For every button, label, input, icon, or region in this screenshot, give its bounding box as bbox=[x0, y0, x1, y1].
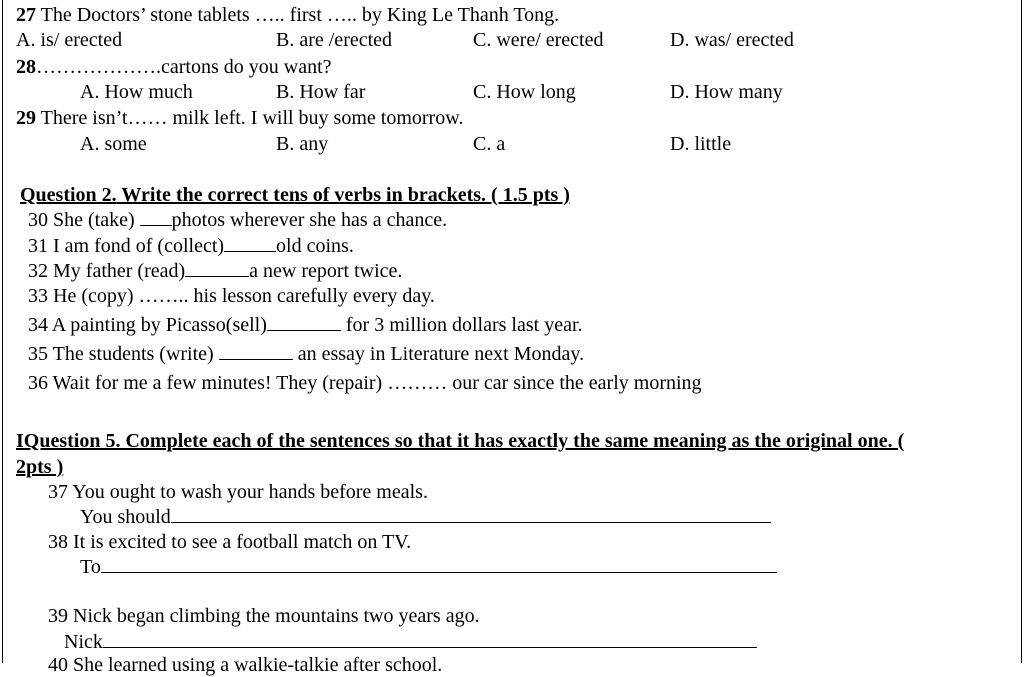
sentence-start: 32 My father (read) bbox=[28, 260, 186, 282]
question-33 bbox=[28, 284, 435, 308]
q29-option-a: A. some bbox=[80, 133, 147, 155]
question-31 bbox=[28, 234, 354, 258]
question-39-prompt: 39 Nick began climbing the mountains two years ago. bbox=[48, 605, 480, 627]
answer-blank[interactable] bbox=[224, 235, 276, 252]
sentence-text: 36 Wait for me a few minutes! They (repair) ……… our car since the early morning bbox=[28, 372, 702, 394]
question-36 bbox=[28, 371, 702, 395]
sentence-start: 30 She (take) bbox=[28, 209, 140, 231]
answer-blank[interactable] bbox=[171, 506, 771, 523]
q27-option-c: C. were/ erected bbox=[473, 29, 604, 51]
answer-blank[interactable] bbox=[219, 343, 293, 360]
answer-blank[interactable] bbox=[185, 260, 249, 277]
answer-blank[interactable] bbox=[103, 631, 757, 648]
section-label: Question 2. bbox=[20, 184, 117, 206]
question-30 bbox=[28, 208, 447, 232]
sentence-end: old coins. bbox=[276, 235, 354, 257]
sentence-end: a new report twice. bbox=[249, 260, 403, 282]
sentence-end: photos wherever she has a chance. bbox=[171, 209, 448, 231]
sentence-text: 33 He (copy) …….. his lesson carefully every day. bbox=[28, 285, 435, 307]
q28-option-a: A. How much bbox=[80, 81, 193, 103]
sentence-start: Nick bbox=[64, 631, 103, 653]
section-heading-question-5-points: 2pts ) bbox=[16, 456, 64, 478]
q28-option-b: B. How far bbox=[276, 81, 366, 103]
answer-blank[interactable] bbox=[267, 314, 341, 331]
sentence-start: To bbox=[80, 556, 101, 578]
page-right-border bbox=[1021, 0, 1022, 663]
section-title: Write the correct tens of verbs in brackets. ( 1.5 pts ) bbox=[121, 184, 570, 206]
sentence-end: an essay in Literature next Monday. bbox=[292, 343, 585, 365]
sentence-start: You should bbox=[80, 506, 171, 528]
question-text: There isn’t…… milk left. I will buy some tomorrow. bbox=[40, 107, 464, 129]
sentence-start: 34 A painting by Picasso(sell) bbox=[28, 314, 267, 336]
q28-option-c: C. How long bbox=[473, 81, 576, 103]
question-38-answer-line bbox=[80, 555, 777, 579]
section-heading-question-5: IQuestion 5. Complete each of the sentences so that it has exactly the same meaning as the original one. ( bbox=[16, 430, 905, 452]
question-text: The Doctors’ stone tablets ….. first ….. by King Le Thanh Tong. bbox=[40, 4, 560, 26]
question-40-prompt: 40 She learned using a walkie-talkie after school. bbox=[48, 654, 443, 676]
q27-option-b: B. are /erected bbox=[276, 29, 393, 51]
question-32 bbox=[28, 259, 402, 283]
q29-option-c: C. a bbox=[473, 133, 506, 155]
question-28 bbox=[16, 55, 332, 79]
q28-option-d: D. How many bbox=[670, 81, 783, 103]
sentence-start: 35 The students (write) bbox=[28, 343, 219, 365]
sentence-end: for 3 million dollars last year. bbox=[340, 314, 583, 336]
question-29 bbox=[16, 106, 463, 130]
question-text: ……………….cartons do you want? bbox=[36, 56, 332, 78]
question-37-prompt: 37 You ought to wash your hands before meals. bbox=[48, 481, 428, 503]
question-37-answer-line bbox=[80, 505, 771, 529]
answer-blank[interactable] bbox=[101, 556, 777, 573]
question-number: 28 bbox=[16, 56, 36, 78]
question-38-prompt: 38 It is excited to see a football match on TV. bbox=[48, 531, 412, 553]
q29-option-b: B. any bbox=[276, 133, 329, 155]
answer-blank[interactable] bbox=[140, 209, 172, 226]
question-39-answer-line bbox=[64, 630, 757, 654]
q27-option-a: A. is/ erected bbox=[16, 29, 123, 51]
question-number: 29 bbox=[16, 107, 36, 129]
question-27 bbox=[16, 3, 559, 27]
q27-option-d: D. was/ erected bbox=[670, 29, 794, 51]
section-heading-question-2 bbox=[20, 183, 570, 207]
question-34 bbox=[28, 313, 583, 337]
sentence-start: 31 I am fond of (collect) bbox=[28, 235, 225, 257]
page-left-border bbox=[2, 0, 3, 663]
question-number: 27 bbox=[16, 4, 36, 26]
q29-option-d: D. little bbox=[670, 133, 732, 155]
question-35 bbox=[28, 342, 584, 366]
